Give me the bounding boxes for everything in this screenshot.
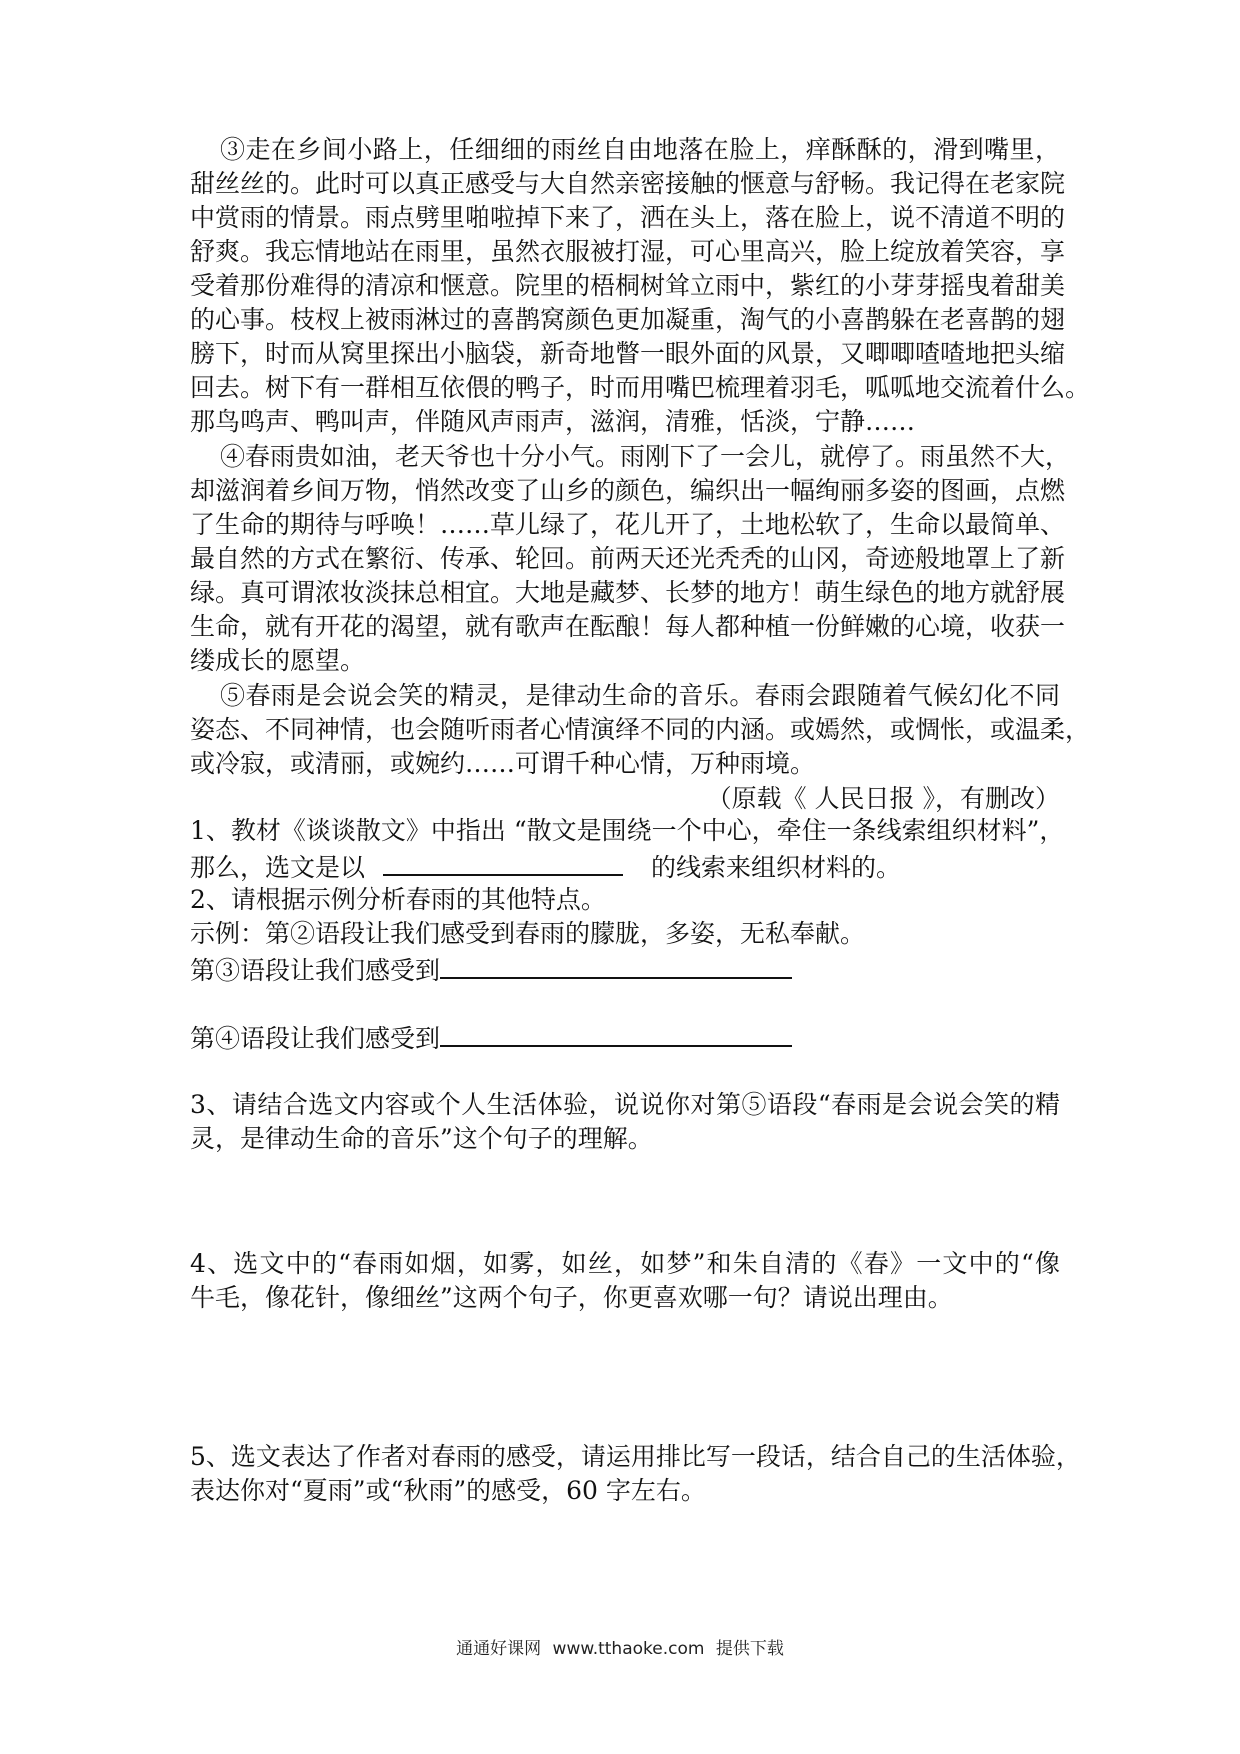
- paragraph-line: 膀下，时而从窝里探出小脑袋，新奇地瞥一眼外面的风景，又唧唧喳喳地把头缩: [190, 339, 1066, 368]
- footer-url[interactable]: www.tthaoke.com: [552, 1639, 705, 1659]
- question-5-text-cont: 表达你对“夏雨”或“秋雨”的感受，60 字左右。: [190, 1476, 706, 1505]
- paragraph-line: 舒爽。我忘情地站在雨里，虽然衣服被打湿，可心里高兴，脸上绽放着笑容，享: [190, 237, 1066, 266]
- paragraph-line: 的心事。枝杈上被雨淋过的喜鹊窝颜色更加凝重，淘气的小喜鹊躲在老喜鹊的翅: [190, 305, 1066, 334]
- question-2-p3-line: [190, 951, 1060, 988]
- question-2-p4-line: [190, 1019, 1060, 1056]
- paragraph-line: ⑤春雨是会说会笑的精灵，是律动生命的音乐。春雨会跟随着气候幻化不同: [220, 681, 1060, 710]
- answer-space-5[interactable]: [190, 1515, 1060, 1615]
- answer-space-4[interactable]: [190, 1320, 1060, 1430]
- paragraph-line: 缕成长的愿望。: [190, 646, 366, 675]
- paragraph-line: 甜丝丝的。此时可以真正感受与大自然亲密接触的惬意与舒畅。我记得在老家院: [190, 169, 1066, 198]
- question-2-p4-prompt: 第④语段让我们感受到: [190, 1024, 441, 1053]
- paragraph-line: 回去。树下有一群相互依偎的鸭子，时而用嘴巴梳理着羽毛，呱呱地交流着什么。: [190, 373, 1091, 402]
- question-3-text: 3、请结合选文内容或个人生活体验，说说你对第⑤语段“春雨是会说会笑的精: [190, 1090, 1060, 1119]
- paragraph-line: 绿。真可谓浓妆淡抹总相宜。大地是藏梦、长梦的地方！萌生绿色的地方就舒展: [190, 578, 1066, 607]
- question-1-text: 1、教材《谈谈散文》中指出 “散文是围绕一个中心，牵住一条线索组织材料”，: [190, 816, 1065, 845]
- question-1-answer-line: [190, 848, 1060, 885]
- question-1-suffix: 的线索来组织材料的。: [651, 853, 902, 882]
- footer-suffix: 提供下载: [715, 1639, 784, 1659]
- answer-blank-1[interactable]: [383, 848, 623, 876]
- paragraph-line: ③走在乡间小路上，任细细的雨丝自由地落在脸上，痒酥酥的，滑到嘴里，: [220, 135, 1060, 164]
- question-4-text-cont: 牛毛，像花针，像细丝”这两个句子，你更喜欢哪一句？请说出理由。: [190, 1283, 953, 1312]
- paragraph-line: 却滋润着乡间万物，悄然改变了山乡的颜色，编织出一幅绚丽多姿的图画，点燃: [190, 476, 1066, 505]
- question-5-text: 5、选文表达了作者对春雨的感受，请运用排比写一段话，结合自己的生活体验，: [190, 1442, 1081, 1471]
- paragraph-line: 姿态、不同神情，也会随听雨者心情演绎不同的内涵。或嫣然，或惆怅，或温柔，: [190, 715, 1091, 744]
- source-citation: （原载《 人民日报 》，有删改）: [706, 784, 1060, 813]
- paragraph-line: 中赏雨的情景。雨点劈里啪啦掉下来了，洒在头上，落在脸上，说不清道不明的: [190, 203, 1066, 232]
- paragraph-line: 那鸟鸣声、鸭叫声，伴随风声雨声，滋润，清雅，恬淡，宁静……: [190, 407, 916, 436]
- question-3-text-cont: 灵，是律动生命的音乐”这个句子的理解。: [190, 1124, 653, 1153]
- question-2-example: 示例：第②语段让我们感受到春雨的朦胧，多姿，无私奉献。: [190, 919, 866, 948]
- question-2-p3-prompt: 第③语段让我们感受到: [190, 956, 441, 985]
- paragraph-line: 了生命的期待与呼唤！……草儿绿了，花儿开了，土地松软了，生命以最简单、: [190, 510, 1066, 539]
- footer-site-name: 通通好课网: [456, 1639, 542, 1659]
- question-2-text: 2、请根据示例分析春雨的其他特点。: [190, 885, 606, 914]
- paragraph-line: 最自然的方式在繁衍、传承、轮回。前两天还光秃秃的山冈，奇迹般地罩上了新: [190, 544, 1066, 573]
- answer-space-3[interactable]: [190, 1160, 1060, 1240]
- answer-blank-p4[interactable]: [440, 1019, 792, 1047]
- question-4-text: 4、选文中的“春雨如烟，如雾，如丝，如梦”和朱自清的《春》一文中的“像: [190, 1249, 1060, 1278]
- page-footer: [0, 1634, 1240, 1659]
- paragraph-line: 或冷寂，或清丽，或婉约……可谓千种心情，万种雨境。: [190, 749, 816, 778]
- paragraph-line: 生命，就有开花的渴望，就有歌声在酝酿！每人都种植一份鲜嫩的心境，收获一: [190, 612, 1066, 641]
- paragraph-line: ④春雨贵如油，老天爷也十分小气。雨刚下了一会儿，就停了。雨虽然不大，: [220, 442, 1071, 471]
- paragraph-line: 受着那份难得的清凉和惬意。院里的梧桐树耸立雨中，紫红的小芽芽摇曳着甜美: [190, 271, 1066, 300]
- question-1-prefix: 那么，选文是以: [190, 853, 366, 882]
- answer-blank-p3[interactable]: [440, 951, 792, 979]
